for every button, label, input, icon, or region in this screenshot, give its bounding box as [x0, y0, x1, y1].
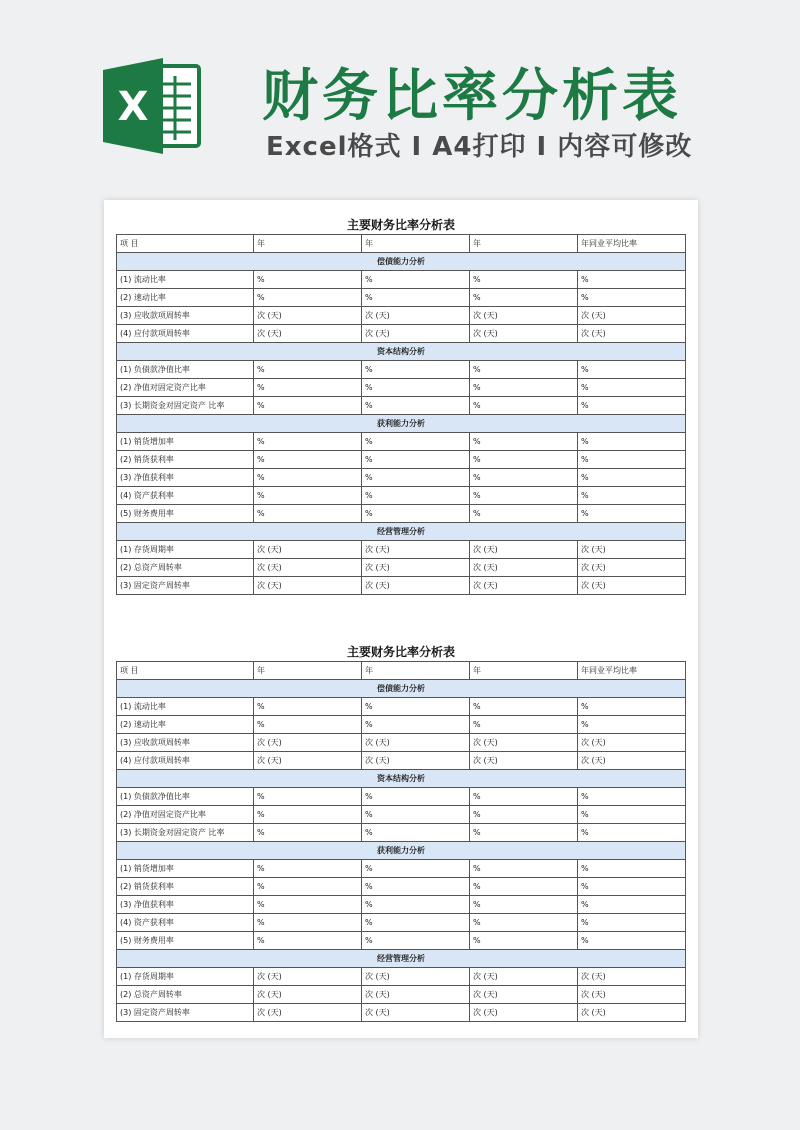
value-cell[interactable]: %	[578, 289, 686, 307]
value-cell[interactable]: %	[578, 469, 686, 487]
section-heading: 获利能力分析	[117, 842, 686, 860]
value-cell[interactable]: 次 (天)	[362, 986, 470, 1004]
section-heading: 获利能力分析	[117, 415, 686, 433]
row-label: (3) 长期资金对固定资产 比率	[117, 397, 254, 415]
section-row	[117, 950, 686, 968]
value-cell[interactable]: %	[254, 289, 362, 307]
sheet-title: 主要财务比率分析表	[346, 645, 455, 659]
table-row	[117, 577, 686, 595]
table-row	[117, 451, 686, 469]
value-cell[interactable]: %	[254, 806, 362, 824]
row-label: (5) 财务费用率	[117, 932, 254, 950]
value-cell[interactable]: 次 (天)	[578, 734, 686, 752]
section-heading: 资本结构分析	[117, 770, 686, 788]
value-cell[interactable]: %	[578, 788, 686, 806]
value-cell[interactable]: %	[578, 271, 686, 289]
value-cell[interactable]: %	[470, 806, 578, 824]
value-cell[interactable]: %	[578, 397, 686, 415]
value-cell[interactable]: %	[254, 824, 362, 842]
value-cell[interactable]: 次 (天)	[578, 577, 686, 595]
value-cell[interactable]: 次 (天)	[578, 968, 686, 986]
value-cell[interactable]: %	[470, 433, 578, 451]
value-cell[interactable]: %	[362, 505, 470, 523]
value-cell[interactable]: 次 (天)	[470, 325, 578, 343]
row-label: (2) 总资产周转率	[117, 986, 254, 1004]
value-cell[interactable]: %	[578, 914, 686, 932]
value-cell[interactable]: %	[254, 698, 362, 716]
column-header: 年同业平均比率	[578, 662, 686, 680]
row-label: (2) 净值对固定资产比率	[117, 806, 254, 824]
value-cell[interactable]: %	[254, 914, 362, 932]
value-cell[interactable]: %	[578, 698, 686, 716]
value-cell[interactable]: %	[362, 914, 470, 932]
column-header: 年	[254, 235, 362, 253]
row-label: (5) 财务费用率	[117, 505, 254, 523]
value-cell[interactable]: %	[254, 896, 362, 914]
row-label: (3) 净值获利率	[117, 896, 254, 914]
value-cell[interactable]: 次 (天)	[254, 986, 362, 1004]
table-row	[117, 379, 686, 397]
value-cell[interactable]: %	[362, 361, 470, 379]
section-row	[117, 523, 686, 541]
value-cell[interactable]: %	[578, 505, 686, 523]
row-label: (2) 总资产周转率	[117, 559, 254, 577]
column-header: 年同业平均比率	[578, 235, 686, 253]
value-cell[interactable]: %	[470, 860, 578, 878]
value-cell[interactable]: %	[470, 397, 578, 415]
table-row	[117, 860, 686, 878]
value-cell[interactable]: %	[470, 896, 578, 914]
value-cell[interactable]: 次 (天)	[254, 307, 362, 325]
value-cell[interactable]: %	[362, 788, 470, 806]
logo-letter: X	[117, 84, 149, 130]
section-row	[117, 770, 686, 788]
value-cell[interactable]: %	[254, 469, 362, 487]
value-cell[interactable]: %	[362, 806, 470, 824]
value-cell[interactable]: %	[362, 698, 470, 716]
row-label: (1) 存货周期率	[117, 968, 254, 986]
table-row	[117, 559, 686, 577]
section-row	[117, 343, 686, 361]
ratio-sheet-1	[116, 216, 686, 595]
table-header-row	[117, 235, 686, 253]
value-cell[interactable]: %	[578, 860, 686, 878]
section-heading: 经营管理分析	[117, 523, 686, 541]
table-row	[117, 932, 686, 950]
row-label: (2) 销货获利率	[117, 878, 254, 896]
value-cell[interactable]: %	[578, 716, 686, 734]
column-header: 年	[362, 662, 470, 680]
value-cell[interactable]: %	[470, 878, 578, 896]
value-cell[interactable]: %	[254, 788, 362, 806]
ratio-sheet-2	[116, 643, 686, 1022]
value-cell[interactable]: 次 (天)	[362, 541, 470, 559]
value-cell[interactable]: %	[470, 379, 578, 397]
table-row	[117, 271, 686, 289]
value-cell[interactable]: %	[470, 698, 578, 716]
value-cell[interactable]: 次 (天)	[470, 752, 578, 770]
column-header: 年	[470, 662, 578, 680]
table-row	[117, 469, 686, 487]
value-cell[interactable]: %	[254, 433, 362, 451]
value-cell[interactable]: 次 (天)	[362, 752, 470, 770]
table-row	[117, 541, 686, 559]
row-label: (3) 长期资金对固定资产 比率	[117, 824, 254, 842]
value-cell[interactable]: 次 (天)	[578, 325, 686, 343]
value-cell[interactable]: %	[470, 932, 578, 950]
section-row	[117, 253, 686, 271]
table-row	[117, 734, 686, 752]
value-cell[interactable]: %	[362, 824, 470, 842]
ratio-table	[116, 661, 686, 1022]
table-header-row	[117, 662, 686, 680]
row-label: (4) 资产获利率	[117, 914, 254, 932]
value-cell[interactable]: %	[362, 433, 470, 451]
page-header	[0, 0, 800, 200]
row-label: (1) 流动比率	[117, 271, 254, 289]
value-cell[interactable]: 次 (天)	[254, 541, 362, 559]
value-cell[interactable]: 次 (天)	[470, 307, 578, 325]
table-row	[117, 698, 686, 716]
table-row	[117, 788, 686, 806]
row-label: (3) 净值获利率	[117, 469, 254, 487]
value-cell[interactable]: %	[470, 487, 578, 505]
value-cell[interactable]: 次 (天)	[362, 734, 470, 752]
value-cell[interactable]: %	[578, 433, 686, 451]
column-header: 项 目	[117, 662, 254, 680]
value-cell[interactable]: 次 (天)	[362, 559, 470, 577]
value-cell[interactable]: %	[470, 914, 578, 932]
section-row	[117, 680, 686, 698]
section-heading: 资本结构分析	[117, 343, 686, 361]
value-cell[interactable]: %	[470, 824, 578, 842]
value-cell[interactable]: %	[362, 469, 470, 487]
value-cell[interactable]: %	[578, 379, 686, 397]
column-header: 项 目	[117, 235, 254, 253]
value-cell[interactable]: 次 (天)	[254, 752, 362, 770]
table-row	[117, 1004, 686, 1022]
table-row	[117, 968, 686, 986]
excel-logo-icon	[103, 58, 203, 154]
value-cell[interactable]: 次 (天)	[254, 968, 362, 986]
value-cell[interactable]: 次 (天)	[578, 307, 686, 325]
table-row	[117, 361, 686, 379]
value-cell[interactable]: %	[578, 896, 686, 914]
table-row	[117, 716, 686, 734]
value-cell[interactable]: %	[254, 361, 362, 379]
value-cell[interactable]: %	[470, 788, 578, 806]
value-cell[interactable]: 次 (天)	[578, 752, 686, 770]
value-cell[interactable]: %	[578, 451, 686, 469]
value-cell[interactable]: %	[254, 379, 362, 397]
row-label: (1) 销货增加率	[117, 433, 254, 451]
table-row	[117, 896, 686, 914]
value-cell[interactable]: 次 (天)	[470, 559, 578, 577]
column-header: 年	[362, 235, 470, 253]
value-cell[interactable]: %	[362, 896, 470, 914]
value-cell[interactable]: 次 (天)	[470, 541, 578, 559]
value-cell[interactable]: 次 (天)	[362, 307, 470, 325]
value-cell[interactable]: %	[578, 806, 686, 824]
table-row	[117, 325, 686, 343]
value-cell[interactable]: 次 (天)	[362, 577, 470, 595]
value-cell[interactable]: %	[362, 487, 470, 505]
value-cell[interactable]: %	[362, 451, 470, 469]
value-cell[interactable]: %	[470, 361, 578, 379]
table-row	[117, 986, 686, 1004]
row-label: (2) 速动比率	[117, 289, 254, 307]
value-cell[interactable]: %	[362, 379, 470, 397]
value-cell[interactable]: 次 (天)	[362, 325, 470, 343]
value-cell[interactable]: 次 (天)	[578, 559, 686, 577]
value-cell[interactable]: %	[578, 487, 686, 505]
table-row	[117, 806, 686, 824]
value-cell[interactable]: %	[470, 469, 578, 487]
value-cell[interactable]: %	[362, 289, 470, 307]
value-cell[interactable]: %	[578, 824, 686, 842]
value-cell[interactable]: %	[578, 361, 686, 379]
table-row	[117, 487, 686, 505]
value-cell[interactable]: %	[362, 878, 470, 896]
value-cell[interactable]: 次 (天)	[470, 986, 578, 1004]
row-label: (3) 应收款项周转率	[117, 307, 254, 325]
section-heading: 偿债能力分析	[117, 680, 686, 698]
section-row	[117, 415, 686, 433]
value-cell[interactable]: 次 (天)	[362, 1004, 470, 1022]
table-row	[117, 433, 686, 451]
row-label: (2) 净值对固定资产比率	[117, 379, 254, 397]
value-cell[interactable]: 次 (天)	[362, 968, 470, 986]
row-label: (1) 存货周期率	[117, 541, 254, 559]
value-cell[interactable]: %	[578, 932, 686, 950]
table-row	[117, 307, 686, 325]
value-cell[interactable]: %	[470, 271, 578, 289]
table-row	[117, 289, 686, 307]
value-cell[interactable]: %	[470, 505, 578, 523]
document-page	[104, 200, 698, 1038]
sheet-title: 主要财务比率分析表	[346, 218, 455, 232]
value-cell[interactable]: 次 (天)	[578, 541, 686, 559]
value-cell[interactable]: %	[254, 505, 362, 523]
value-cell[interactable]: %	[254, 878, 362, 896]
table-row	[117, 878, 686, 896]
value-cell[interactable]: %	[254, 487, 362, 505]
row-label: (4) 应付款项周转率	[117, 752, 254, 770]
row-label: (3) 固定资产周转率	[117, 1004, 254, 1022]
table-row	[117, 914, 686, 932]
value-cell[interactable]: 次 (天)	[254, 1004, 362, 1022]
section-heading: 偿债能力分析	[117, 253, 686, 271]
value-cell[interactable]: 次 (天)	[254, 325, 362, 343]
ratio-table	[116, 234, 686, 595]
table-row	[117, 505, 686, 523]
value-cell[interactable]: 次 (天)	[470, 968, 578, 986]
value-cell[interactable]: %	[362, 397, 470, 415]
row-label: (1) 流动比率	[117, 698, 254, 716]
value-cell[interactable]: %	[470, 451, 578, 469]
value-cell[interactable]: %	[578, 878, 686, 896]
value-cell[interactable]: 次 (天)	[254, 734, 362, 752]
value-cell[interactable]: %	[254, 451, 362, 469]
value-cell[interactable]: %	[470, 716, 578, 734]
table-row	[117, 397, 686, 415]
row-label: (3) 应收款项周转率	[117, 734, 254, 752]
row-label: (4) 资产获利率	[117, 487, 254, 505]
subtitle: Excel格式 I A4打印 I 内容可修改	[266, 132, 693, 162]
table-row	[117, 824, 686, 842]
section-heading: 经营管理分析	[117, 950, 686, 968]
value-cell[interactable]: 次 (天)	[470, 1004, 578, 1022]
column-header: 年	[254, 662, 362, 680]
value-cell[interactable]: %	[362, 271, 470, 289]
row-label: (1) 负债款净值比率	[117, 361, 254, 379]
value-cell[interactable]: %	[254, 271, 362, 289]
value-cell[interactable]: 次 (天)	[578, 1004, 686, 1022]
row-label: (3) 固定资产周转率	[117, 577, 254, 595]
value-cell[interactable]: %	[254, 932, 362, 950]
value-cell[interactable]: 次 (天)	[254, 577, 362, 595]
row-label: (1) 销货增加率	[117, 860, 254, 878]
value-cell[interactable]: %	[362, 716, 470, 734]
value-cell[interactable]: 次 (天)	[578, 986, 686, 1004]
section-row	[117, 842, 686, 860]
table-row	[117, 752, 686, 770]
value-cell[interactable]: %	[362, 860, 470, 878]
value-cell[interactable]: 次 (天)	[254, 559, 362, 577]
row-label: (2) 速动比率	[117, 716, 254, 734]
main-title: 财务比率分析表	[262, 64, 682, 129]
row-label: (1) 负债款净值比率	[117, 788, 254, 806]
value-cell[interactable]: %	[254, 860, 362, 878]
value-cell[interactable]: %	[470, 289, 578, 307]
value-cell[interactable]: %	[362, 932, 470, 950]
row-label: (4) 应付款项周转率	[117, 325, 254, 343]
value-cell[interactable]: %	[254, 716, 362, 734]
value-cell[interactable]: 次 (天)	[470, 577, 578, 595]
column-header: 年	[470, 235, 578, 253]
row-label: (2) 销货获利率	[117, 451, 254, 469]
value-cell[interactable]: %	[254, 397, 362, 415]
value-cell[interactable]: 次 (天)	[470, 734, 578, 752]
